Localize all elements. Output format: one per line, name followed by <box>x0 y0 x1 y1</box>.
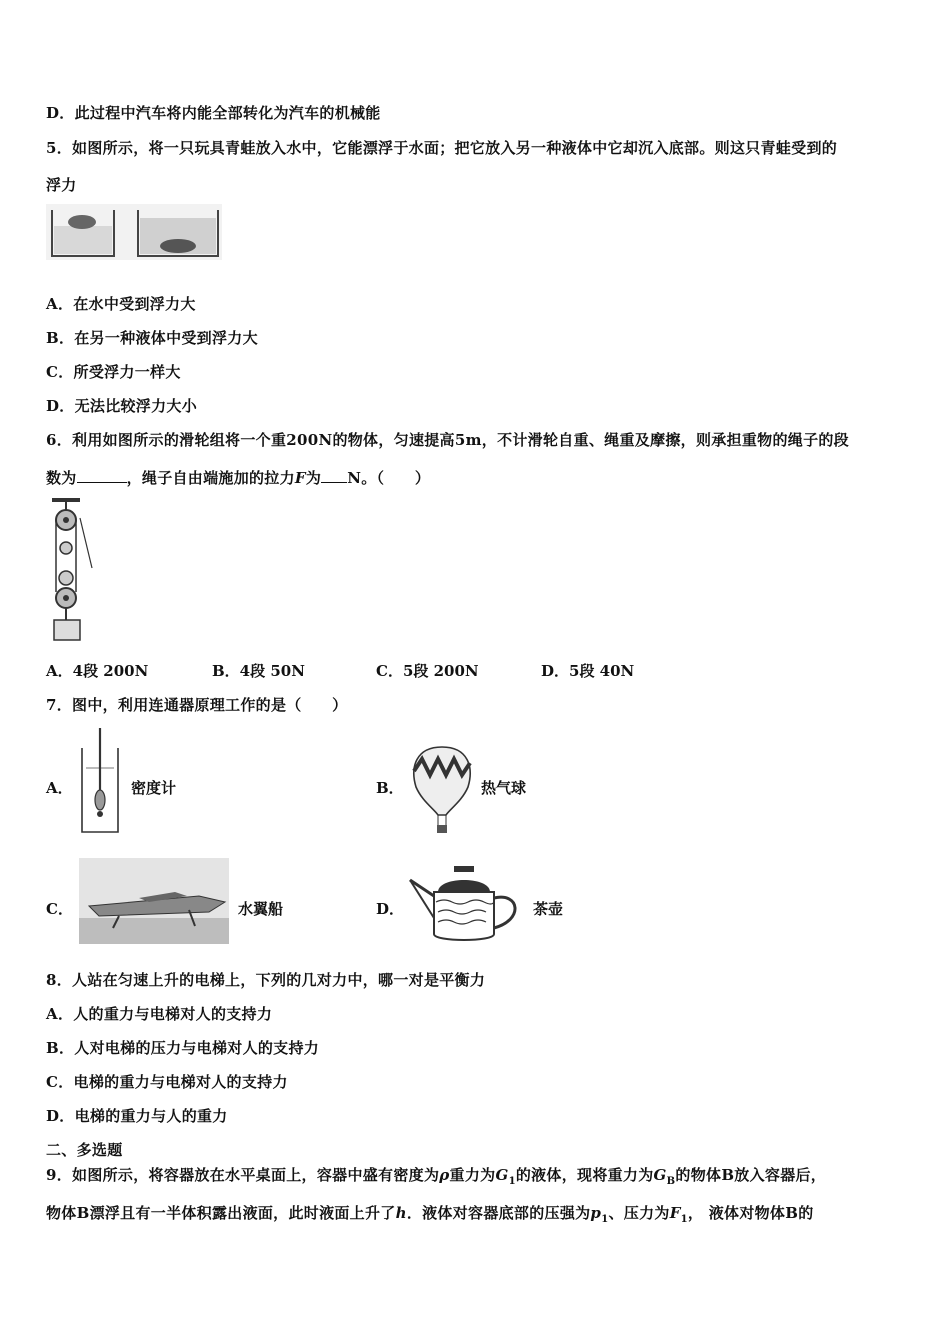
q7-stem: 7．图中，利用连通器原理工作的是（ ） <box>46 696 348 714</box>
height-symbol: h <box>395 1204 407 1222</box>
q4-option-d: D．此过程中汽车将内能全部转化为汽车的机械能 <box>46 104 381 122</box>
q9-text: ， 液体对物体B的 <box>687 1204 814 1222</box>
q5-option-a: A．在水中受到浮力大 <box>46 295 196 313</box>
q9-stem-line2 <box>46 1202 814 1225</box>
q9-text: 重力为 <box>449 1166 496 1184</box>
q6-text-b: ，绳子自由端施加的拉力 <box>126 469 295 487</box>
q8-option-a: A．人的重力与电梯对人的支持力 <box>46 1005 273 1023</box>
q6-option-a: A．4段 200N <box>46 662 149 680</box>
q9-text: 的液体，现将重力为 <box>515 1166 654 1184</box>
weight-b-symbol: G <box>653 1166 667 1184</box>
frog-floating-sinking-figure <box>46 204 222 260</box>
q9-text: 的物体B放入容器后， <box>675 1166 827 1184</box>
q6-text-d: N。（ ） <box>347 469 431 487</box>
q9-stem-line1 <box>46 1164 826 1187</box>
q8-option-c: C．电梯的重力与电梯对人的支持力 <box>46 1073 288 1091</box>
q5-stem-line1: 5．如图所示，将一只玩具青蛙放入水中，它能漂浮于水面；把它放入另一种液体中它却沉入底部。则这只青蛙受到的 <box>46 139 838 157</box>
q9-text: 、压力为 <box>608 1204 670 1222</box>
q7-option-c-label: 水翼船 <box>238 900 284 918</box>
q8-option-b: B．人对电梯的压力与电梯对人的支持力 <box>46 1039 320 1057</box>
q6-stem-line2 <box>46 467 430 488</box>
q7-option-d-label: 茶壶 <box>533 900 564 918</box>
weight-symbol: G <box>495 1166 509 1184</box>
q7-option-d-letter: D． <box>376 900 405 918</box>
answer-blank-segments <box>77 468 127 483</box>
q6-text-a: 数为 <box>46 469 77 487</box>
q6-option-d: D．5段 40N <box>541 662 635 680</box>
hydrometer-figure <box>78 728 122 834</box>
q7-option-a-letter: A． <box>46 779 73 797</box>
weight-subscript: 1 <box>508 1176 516 1187</box>
q7-option-b-letter: B． <box>376 779 404 797</box>
q6-option-b: B．4段 50N <box>212 662 305 680</box>
density-symbol: ρ <box>439 1166 450 1184</box>
q9-text: ．液体对容器底部的压强为 <box>406 1204 591 1222</box>
pressure-symbol: p <box>590 1204 602 1222</box>
q6-force-symbol: F <box>294 469 306 487</box>
q5-option-d: D．无法比较浮力大小 <box>46 397 198 415</box>
q6-stem-line1: 6．利用如图所示的滑轮组将一个重200N的物体，匀速提高5m，不计滑轮自重、绳重及摩擦，则承担重物的绳子的段 <box>46 431 849 449</box>
pressure-subscript: 1 <box>601 1214 609 1225</box>
pulley-system-figure <box>46 498 102 642</box>
q6-option-c: C．5段 200N <box>376 662 479 680</box>
answer-blank-force <box>321 468 347 483</box>
weight-b-subscript: B <box>666 1176 676 1187</box>
hydrofoil-boat-figure <box>79 858 229 944</box>
q7-option-c-letter: C． <box>46 900 73 918</box>
force-symbol: F <box>669 1204 681 1222</box>
teapot-figure <box>408 862 526 946</box>
q5-option-c: C．所受浮力一样大 <box>46 363 181 381</box>
q5-option-b: B．在另一种液体中受到浮力大 <box>46 329 258 347</box>
section-title-multi-choice: 二、多选题 <box>46 1141 123 1159</box>
q9-text: 9．如图所示，将容器放在水平桌面上，容器中盛有密度为 <box>46 1166 440 1184</box>
q7-option-b-label: 热气球 <box>481 779 527 797</box>
q5-stem-line2: 浮力 <box>46 176 77 194</box>
q7-option-a-label: 密度计 <box>131 779 177 797</box>
force-subscript: 1 <box>680 1214 688 1225</box>
q8-stem: 8．人站在匀速上升的电梯上，下列的几对力中，哪一对是平衡力 <box>46 971 486 989</box>
q6-text-c: 为 <box>305 469 322 487</box>
q8-option-d: D．电梯的重力与人的重力 <box>46 1107 228 1125</box>
hot-air-balloon-figure <box>410 745 474 835</box>
q9-text: 物体B漂浮且有一半体积露出液面，此时液面上升了 <box>46 1204 396 1222</box>
